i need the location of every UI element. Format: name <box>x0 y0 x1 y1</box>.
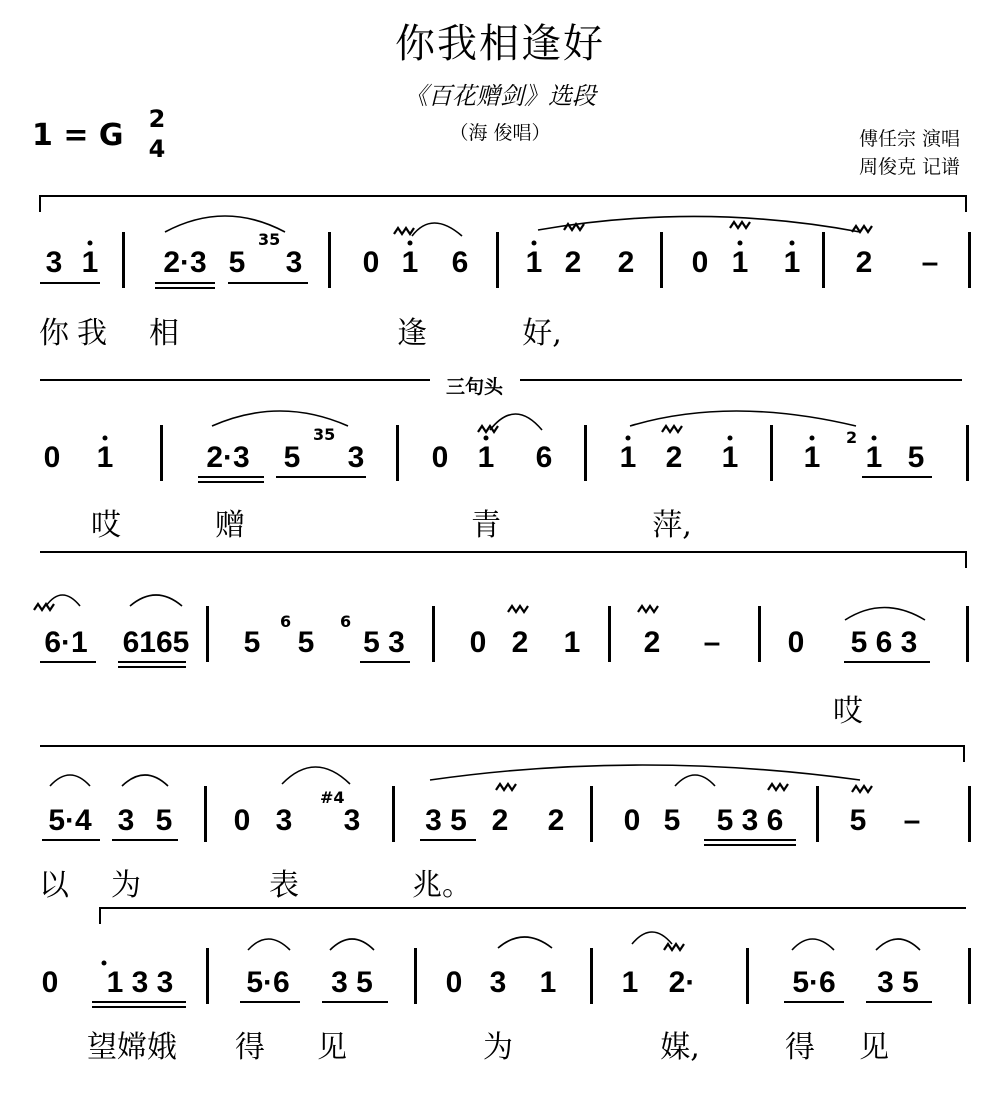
slur <box>630 411 856 426</box>
slur <box>792 939 834 950</box>
time-sig-top: 2 <box>148 105 166 133</box>
trill-mark <box>638 606 658 612</box>
phrase-bracket <box>40 196 966 212</box>
note: 5 <box>297 626 315 659</box>
lyric: 赠 <box>215 508 245 543</box>
lyric: 哎 <box>833 694 863 729</box>
high-dot <box>728 436 733 441</box>
note: 3 <box>347 441 365 474</box>
note: 5 3 6 <box>716 804 784 837</box>
trill-mark <box>730 222 750 228</box>
note: 5 3 <box>363 626 405 659</box>
note: 2 <box>491 804 509 837</box>
note: 5·4 <box>48 804 92 837</box>
grace-note: #4 <box>320 788 345 807</box>
lyric: 媒, <box>660 1030 700 1065</box>
slur <box>330 939 374 950</box>
transcriber-credit: 周俊克 记谱 <box>858 156 960 178</box>
note: 2 <box>547 804 565 837</box>
high-dot <box>872 436 877 441</box>
note: 2 <box>617 246 635 279</box>
lyric: 见 <box>317 1030 347 1065</box>
trill-mark <box>394 228 414 234</box>
note: 3 5 <box>425 804 467 837</box>
note: 5 <box>228 246 246 279</box>
singer-note: （海 俊唱） <box>449 122 551 144</box>
trill-mark <box>768 784 788 790</box>
high-dot <box>810 436 815 441</box>
note: 3 <box>489 966 507 999</box>
note: 3 <box>117 804 135 837</box>
note: 1 <box>865 441 883 474</box>
slur <box>675 775 715 786</box>
lyric: 兆。 <box>412 868 472 903</box>
note: 6 <box>451 246 469 279</box>
phrase-bracket <box>40 552 966 568</box>
note: 1 <box>477 441 495 474</box>
slur <box>248 939 290 950</box>
lyric: 我 <box>77 316 107 351</box>
note: 2 <box>564 246 582 279</box>
high-dot <box>103 436 108 441</box>
note: 1 <box>803 441 821 474</box>
note: 5 <box>155 804 173 837</box>
section-label: 三句头 <box>440 372 509 399</box>
lyric: 为 <box>483 1030 513 1065</box>
lyric: 以 <box>39 868 69 903</box>
lyric: 为 <box>111 868 141 903</box>
high-dot <box>532 241 537 246</box>
trill-mark <box>662 426 682 432</box>
lyric: 见 <box>859 1030 889 1065</box>
note: 5 <box>283 441 301 474</box>
note: 3 <box>45 246 63 279</box>
note: 1 3 3 <box>106 966 174 999</box>
note: 2·3 <box>206 441 250 474</box>
note: 0 <box>362 246 380 279</box>
time-sig-bottom: 4 <box>148 135 166 163</box>
note: 5·6 <box>246 966 290 999</box>
note: – <box>921 246 939 279</box>
trill-mark <box>508 606 528 612</box>
note: 1 <box>525 246 543 279</box>
grace-note: 6 <box>340 612 352 631</box>
note: 5 <box>907 441 925 474</box>
note: 6 <box>535 441 553 474</box>
note: 2·3 <box>163 246 207 279</box>
lyric: 好, <box>522 316 562 351</box>
grace-note: 35 <box>258 230 281 249</box>
lyric: 你 <box>39 316 69 351</box>
note: 3 <box>285 246 303 279</box>
note: 1 <box>539 966 557 999</box>
note: 3 <box>275 804 293 837</box>
slur <box>165 216 285 232</box>
note: 0 <box>445 966 463 999</box>
lyric: 哎 <box>91 508 121 543</box>
note: 1 <box>81 246 99 279</box>
note: 5 <box>849 804 867 837</box>
slur <box>412 223 462 236</box>
note: 0 <box>469 626 487 659</box>
note: 1 <box>621 966 639 999</box>
slur <box>632 932 672 944</box>
note: 0 <box>623 804 641 837</box>
note: 0 <box>43 441 61 474</box>
note: 3 5 <box>877 966 919 999</box>
slur <box>282 767 350 784</box>
high-dot <box>790 241 795 246</box>
high-dot <box>88 241 93 246</box>
grace-note: 6 <box>280 612 292 631</box>
slur <box>130 595 182 606</box>
key-signature: 1 = G <box>32 118 124 153</box>
lyric: 萍, <box>652 508 692 543</box>
note: 5 <box>243 626 261 659</box>
trill-mark <box>496 784 516 790</box>
subtitle: 《百花赠剑》选段 <box>404 82 596 110</box>
lyric: 得 <box>785 1030 815 1065</box>
lyric: 逢 <box>397 316 427 351</box>
slur <box>876 939 920 950</box>
high-dot <box>102 961 107 966</box>
page-title: 你我相逢好 <box>395 21 605 67</box>
lyric: 得 <box>235 1030 265 1065</box>
note: 1 <box>96 441 114 474</box>
note: 1 <box>731 246 749 279</box>
slur <box>430 765 860 780</box>
grace-note: 2 <box>846 428 858 447</box>
note: 0 <box>41 966 59 999</box>
lyric: 青 <box>471 508 501 543</box>
lyric: 相 <box>149 316 179 351</box>
high-dot <box>626 436 631 441</box>
note: 6165 <box>122 626 190 659</box>
note: 1 <box>401 246 419 279</box>
note: 2 <box>643 626 661 659</box>
note: 5 <box>663 804 681 837</box>
note: 1 <box>619 441 637 474</box>
high-dot <box>738 241 743 246</box>
note: 5 6 3 <box>850 626 918 659</box>
phrase-bracket <box>40 746 964 762</box>
lyric: 望嫦娥 <box>87 1030 177 1065</box>
note: 3 5 <box>331 966 373 999</box>
high-dot <box>484 436 489 441</box>
grace-note: 35 <box>313 425 336 444</box>
note: 0 <box>787 626 805 659</box>
slur <box>50 775 90 786</box>
slur <box>845 608 925 621</box>
slur <box>212 411 348 426</box>
note: 3 <box>343 804 361 837</box>
trill-mark <box>852 786 872 792</box>
slur <box>498 937 552 948</box>
note: 1 <box>721 441 739 474</box>
phrase-bracket <box>100 908 966 924</box>
note: – <box>703 626 721 659</box>
note: 2 <box>855 246 873 279</box>
note: 0 <box>233 804 251 837</box>
note: 5·6 <box>792 966 836 999</box>
lyric: 表 <box>269 868 299 903</box>
slur <box>122 775 168 786</box>
trill-mark <box>664 944 684 950</box>
slur <box>538 216 860 232</box>
note: 6·1 <box>44 626 88 659</box>
trill-mark <box>34 604 54 610</box>
note: 2 <box>511 626 529 659</box>
note: 0 <box>691 246 709 279</box>
note: – <box>903 804 921 837</box>
note: 2 <box>665 441 683 474</box>
high-dot <box>408 241 413 246</box>
note: 1 <box>563 626 581 659</box>
note: 2· <box>668 966 696 999</box>
slur <box>46 595 80 606</box>
note: 1 <box>783 246 801 279</box>
trill-mark <box>478 426 498 432</box>
performer-credit: 傅任宗 演唱 <box>858 128 960 150</box>
note: 0 <box>431 441 449 474</box>
